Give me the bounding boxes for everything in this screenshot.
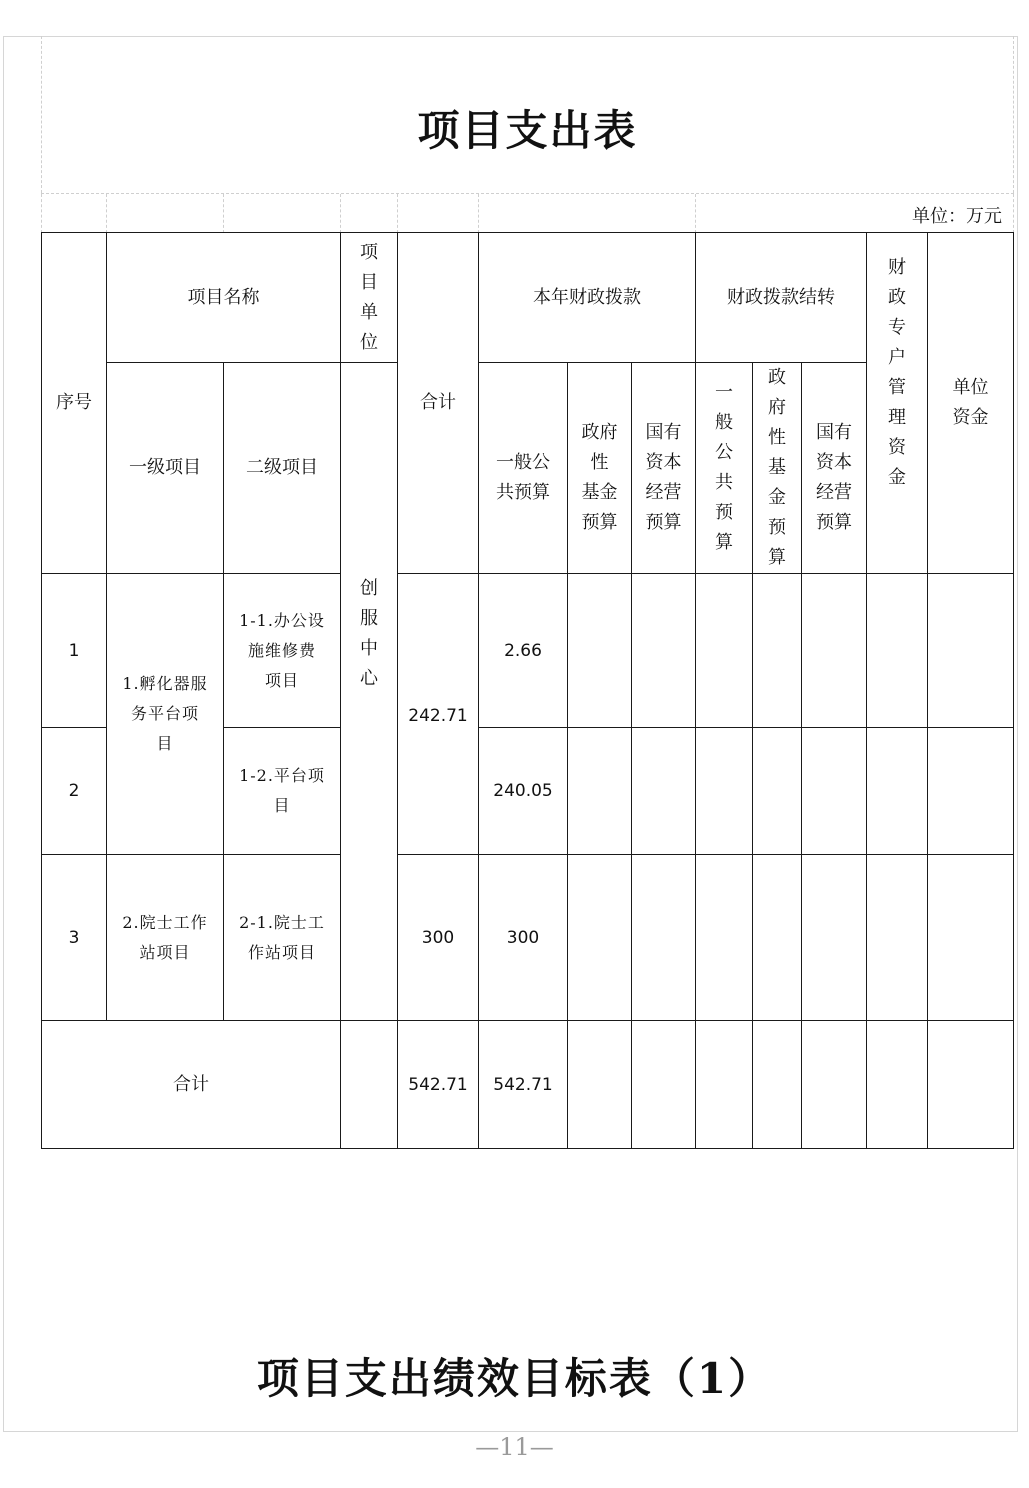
row2-empty — [695, 727, 753, 855]
row3-level1: 2.院士工作 站项目 — [106, 854, 224, 1021]
row1-empty — [567, 573, 632, 728]
footer-label: 合计 — [41, 1020, 341, 1149]
row2-empty — [567, 727, 632, 855]
row3-level2: 2-1.院士工 作站项目 — [223, 854, 341, 1021]
unit-label: 单位：万元 — [912, 206, 1002, 227]
row1-empty — [695, 573, 753, 728]
row1-cy-general: 2.66 — [478, 573, 568, 728]
row1-seq: 1 — [41, 573, 107, 728]
header-seq: 序号 — [41, 232, 107, 574]
header-level1: 一级项目 — [106, 362, 224, 574]
header-co-gov-fund: 政 府 性 基 金 预 算 — [752, 362, 802, 574]
row3-empty — [695, 854, 753, 1021]
header-project-unit: 项 目 单 位 — [340, 232, 398, 363]
footer-cy-general: 542.71 — [478, 1020, 568, 1149]
row3-empty — [801, 854, 867, 1021]
footer-empty — [631, 1020, 696, 1149]
title-area — [41, 36, 1014, 193]
second-title: 项目支出绩效目标表（1） — [256, 1354, 773, 1403]
row2-level2: 1-2.平台项 目 — [223, 727, 341, 855]
group-level1: 1.孵化器服 务平台项 目 — [106, 573, 224, 855]
row3-empty — [567, 854, 632, 1021]
header-project-name: 项目名称 — [106, 232, 341, 363]
row2-empty — [927, 727, 1014, 855]
row3-cy-general: 300 — [478, 854, 568, 1021]
header-carryover: 财政拨款结转 — [695, 232, 867, 363]
footer-empty — [340, 1020, 398, 1149]
header-special-account: 财 政 专 户 管 理 资 金 — [866, 232, 928, 574]
footer-empty — [695, 1020, 753, 1149]
row1-empty — [752, 573, 802, 728]
unit-row — [41, 193, 1014, 232]
row2-empty — [631, 727, 696, 855]
header-level2: 二级项目 — [223, 362, 341, 574]
header-unit-funds: 单位 资金 — [927, 232, 1014, 574]
header-co-state-capital: 国有 资本 经营 预算 — [801, 362, 867, 574]
group-total: 242.71 — [397, 573, 479, 855]
footer-empty — [927, 1020, 1014, 1149]
footer-total: 542.71 — [397, 1020, 479, 1149]
project-unit-value: 创 服 中 心 — [340, 362, 398, 1021]
row2-empty — [866, 727, 928, 855]
header-total: 合计 — [397, 232, 479, 574]
page-number: —11— — [475, 1433, 554, 1461]
header-co-general: 一 般 公 共 预 算 — [695, 362, 753, 574]
row3-empty — [631, 854, 696, 1021]
footer-empty — [801, 1020, 867, 1149]
row3-seq: 3 — [41, 854, 107, 1021]
project-expenditure-table — [41, 232, 1014, 1149]
row2-cy-general: 240.05 — [478, 727, 568, 855]
header-cy-gov-fund: 政府 性 基金 预算 — [567, 362, 632, 574]
row3-empty — [866, 854, 928, 1021]
row1-empty — [866, 573, 928, 728]
row1-empty — [927, 573, 1014, 728]
row3-empty — [752, 854, 802, 1021]
row3-total: 300 — [397, 854, 479, 1021]
row2-empty — [801, 727, 867, 855]
header-cy-general: 一般公 共预算 — [478, 362, 568, 574]
header-cy-state-capital: 国有 资本 经营 预算 — [631, 362, 696, 574]
footer-empty — [866, 1020, 928, 1149]
row1-empty — [801, 573, 867, 728]
footer-empty — [567, 1020, 632, 1149]
page-title: 项目支出表 — [417, 106, 638, 155]
row2-empty — [752, 727, 802, 855]
footer-empty — [752, 1020, 802, 1149]
row1-level2: 1-1.办公设 施维修费 项目 — [223, 573, 341, 728]
row1-empty — [631, 573, 696, 728]
row3-empty — [927, 854, 1014, 1021]
row2-seq: 2 — [41, 727, 107, 855]
header-current-year: 本年财政拨款 — [478, 232, 696, 363]
